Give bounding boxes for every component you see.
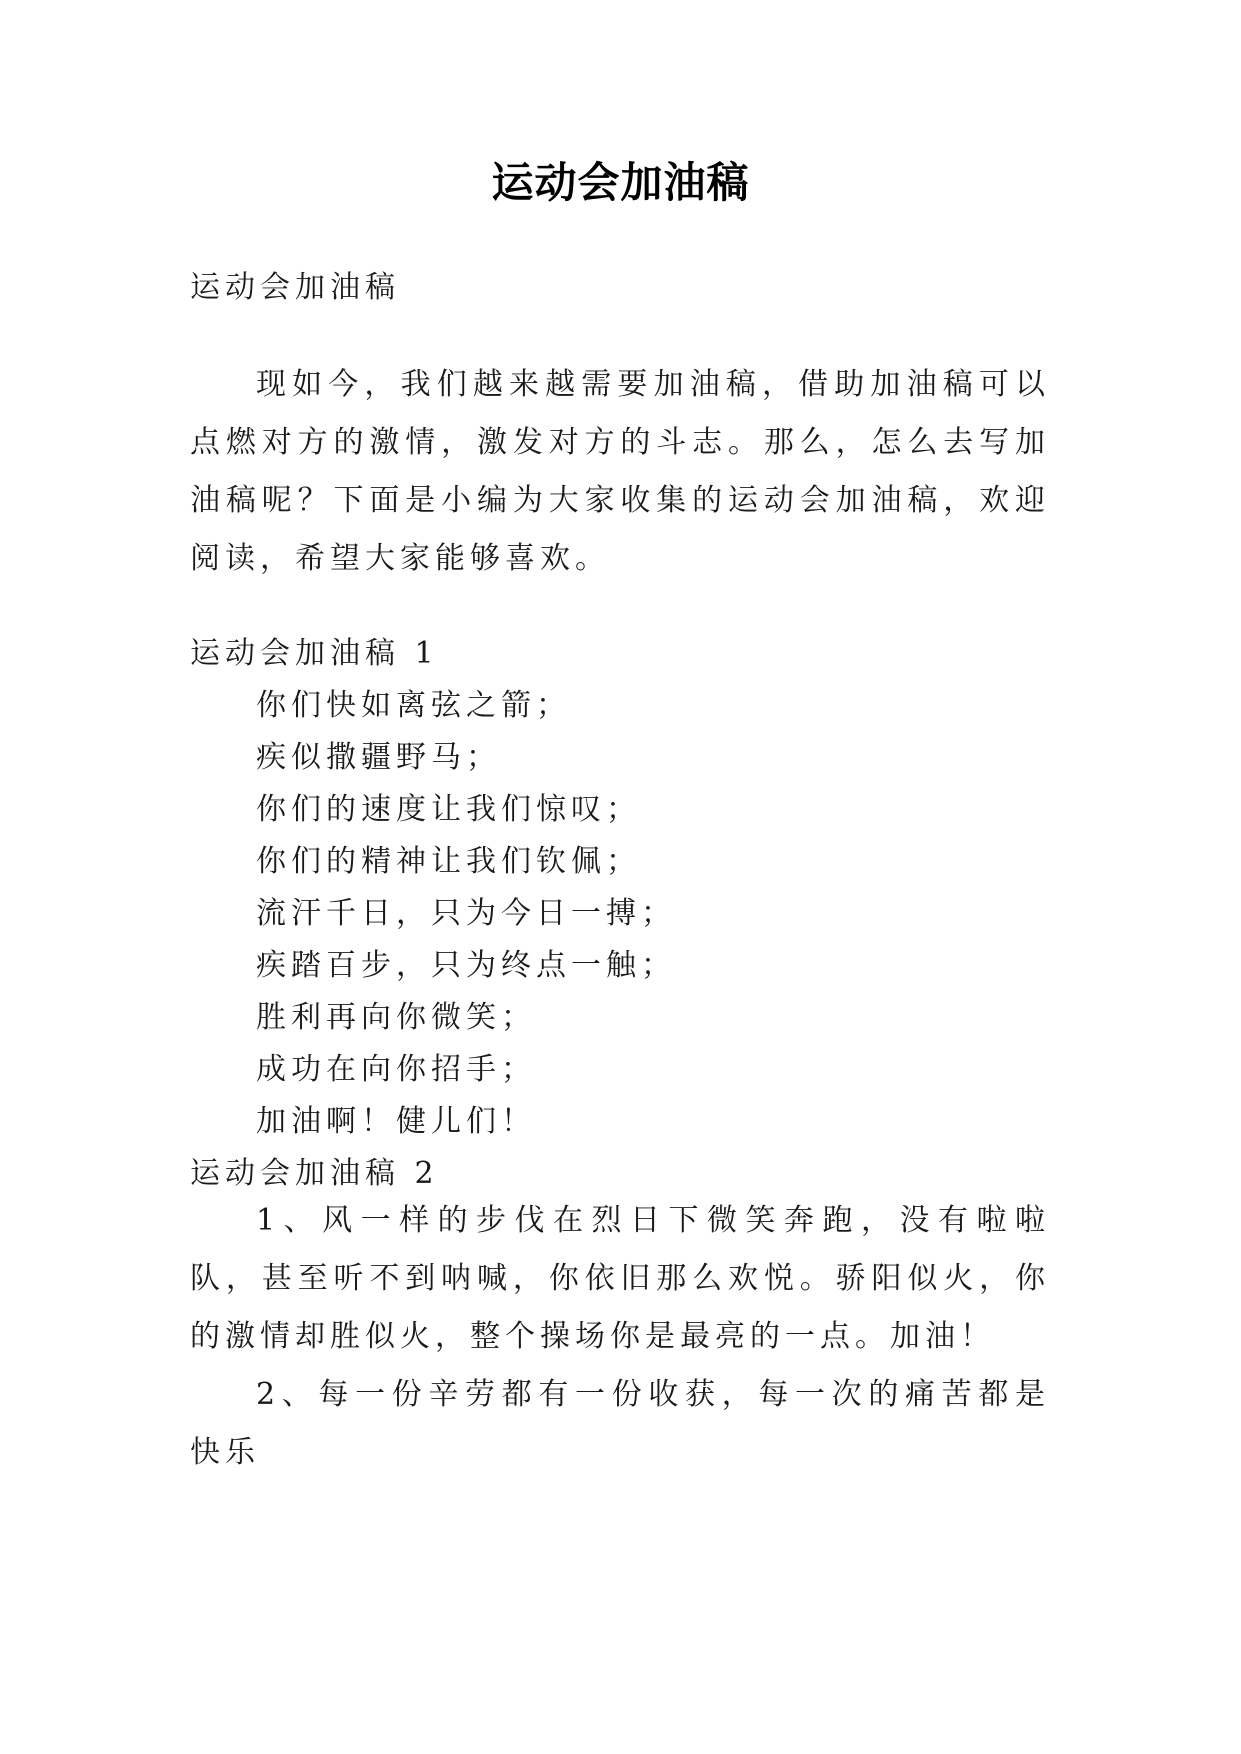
section1-line: 加油啊！健儿们！ xyxy=(256,1104,536,1139)
section1-line: 胜利再向你微笑； xyxy=(256,1000,536,1035)
section2-paragraph: 1、风一样的步伐在烈日下微笑奔跑，没有啦啦队，甚至听不到呐喊，你依旧那么欢悦。骄阳似火，你的激情却胜似火，整个操场你是最亮的一点。加油！ xyxy=(190,1203,1050,1354)
section1-line: 你们快如离弦之箭； xyxy=(256,688,571,723)
section1-line: 流汗千日，只为今日一搏； xyxy=(256,896,676,931)
section2-heading: 运动会加油稿 2 xyxy=(190,1156,439,1191)
document-subtitle: 运动会加油稿 xyxy=(190,270,400,305)
section1-heading: 运动会加油稿 1 xyxy=(190,636,439,671)
document-title: 运动会加油稿 xyxy=(491,158,750,207)
intro-paragraph: 现如今，我们越来越需要加油稿，借助加油稿可以点燃对方的激情，激发对方的斗志。那么，怎么去写加油稿呢？下面是小编为大家收集的运动会加油稿，欢迎阅读，希望大家能够喜欢。 xyxy=(190,367,1050,576)
section1-line: 疾踏百步，只为终点一触； xyxy=(256,948,676,983)
section2-paragraph: 2、每一份辛劳都有一份收获，每一次的痛苦都是快乐 xyxy=(190,1377,1050,1470)
section1-line: 你们的速度让我们惊叹； xyxy=(256,792,641,827)
section1-line: 成功在向你招手； xyxy=(256,1052,536,1087)
section1-line: 疾似撒疆野马； xyxy=(256,740,501,775)
section1-line: 你们的精神让我们钦佩； xyxy=(256,844,641,879)
